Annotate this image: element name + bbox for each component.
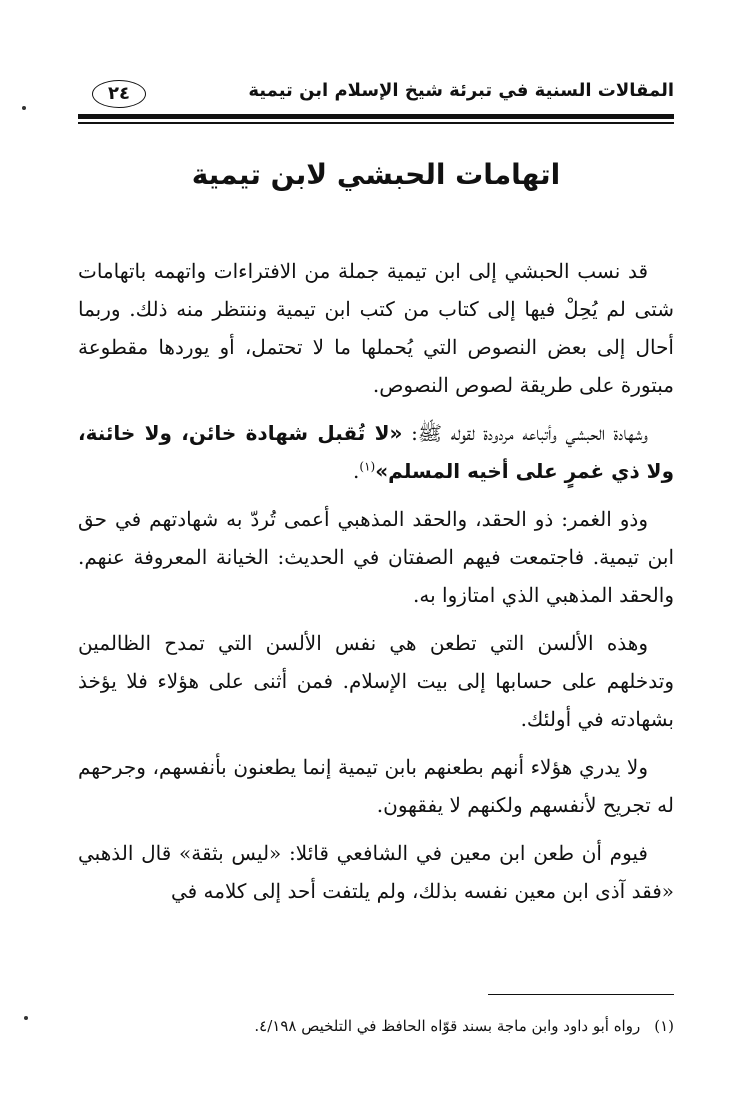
paragraph-4: وهذه الألسن التي تطعن هي نفس الألسن التي تمدح الظالمين وتدخلهم على حسابها إلى بيت الإسلام. فمن أثنى على هؤلاء فلا يؤخذ بشهادته في أولئك.	[78, 631, 674, 731]
paragraph-1: قد نسب الحبشي إلى ابن تيمية جملة من الافتراءات واتهمه باتهامات شتى لم يُحِلْ فيها إلى كتاب من كتب ابن تيمية وننتظر منه ذلك. وربما أحال إلى بعض النصوص التي يُحملها ما لا تحتمل، أو يوردها مقطوعة مبتورة على طريقة لصوص النصوص.	[78, 259, 674, 397]
footnote-reference[interactable]: (١)	[359, 459, 376, 474]
paragraph-6: فيوم أن طعن ابن معين في الشافعي قائلا: «ليس بثقة» قال الذهبي «فقد آذى ابن معين نفسه بذلك، ولم يلتفت أحد إلى كلامه في	[78, 841, 674, 903]
paragraph-3: وذو الغمر: ذو الحقد، والحقد المذهبي أعمى تُردّ به شهادتهم في حق ابن تيمية. فاجتمعت فيهم الصفتان في الحديث: الخيانة المعروفة عنهم. والحقد المذهبي الذي امتازوا به.	[78, 507, 674, 607]
page-header	[78, 76, 674, 112]
header-rule-thin	[78, 122, 674, 124]
paragraph-2-lead: وشهادة الحبشي وأتباعه مردودة لقوله ﷺ:	[402, 421, 648, 445]
page-number: ٢٤	[92, 80, 146, 108]
scan-speck	[22, 106, 26, 110]
hadith-quote: «لا تُقبل شهادة خائن، ولا خائنة، ولا ذي غمرٍ على أخيه المسلم»	[78, 421, 674, 483]
paragraph-2-end: .	[353, 459, 360, 483]
body-text	[78, 252, 674, 920]
running-header-title: المقالات السنية في تبرئة شيخ الإسلام ابن تيمية	[248, 80, 674, 101]
paragraph-5: ولا يدري هؤلاء أنهم بطعنهم بابن تيمية إنما يطعنون بأنفسهم، وجرحهم له تجريح لأنفسهم ولكنهم لا يفقهون.	[78, 755, 674, 817]
header-rule-thick	[78, 114, 674, 119]
footnote-marker: (١)	[654, 1017, 674, 1035]
footnote	[78, 1014, 674, 1038]
paragraph-2	[78, 414, 674, 490]
footnote-text: رواه أبو داود وابن ماجة بسند قوّاه الحافظ في التلخيص ٤/١٩٨.	[254, 1017, 641, 1035]
chapter-title: اتهامات الحبشي لابن تيمية	[191, 158, 561, 191]
footnote-separator	[488, 994, 674, 995]
scan-speck	[24, 1016, 28, 1020]
